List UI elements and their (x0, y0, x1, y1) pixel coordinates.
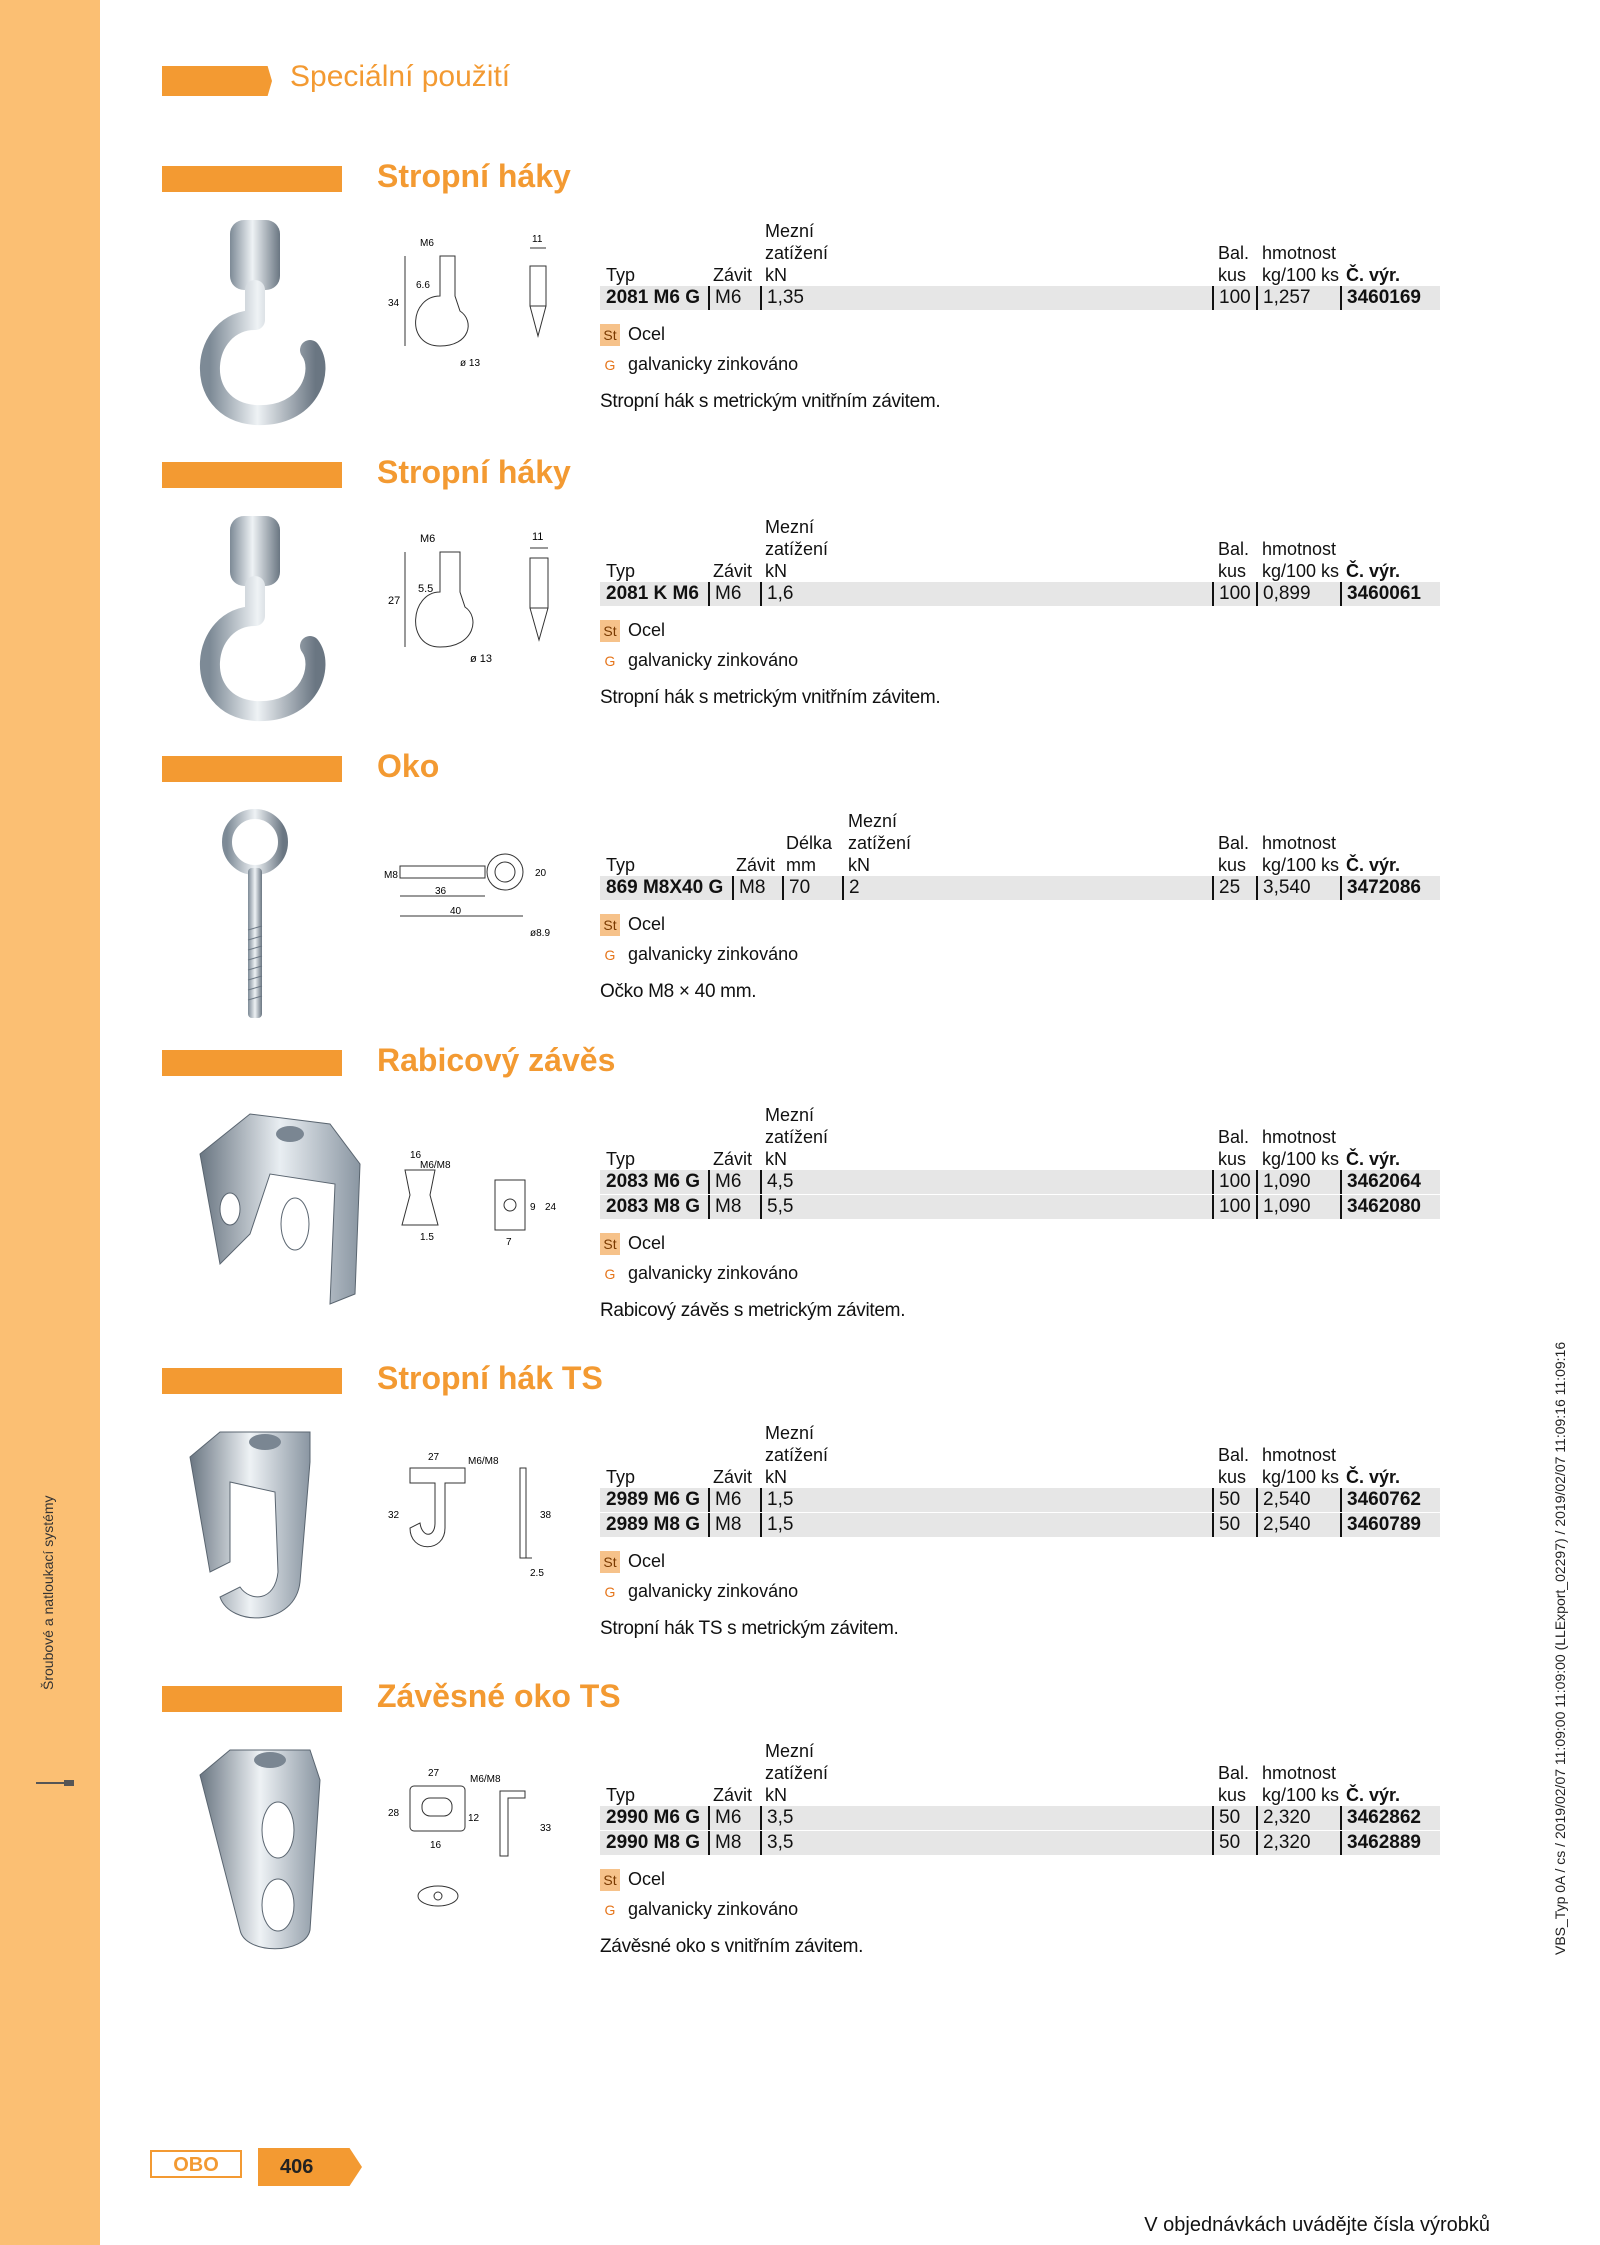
table-header (600, 1416, 1440, 1488)
eye-bolt-photo (160, 800, 390, 1030)
finish-line: G galvanicky zinkováno (604, 650, 799, 670)
cell-cislo: 3460169 (1340, 286, 1421, 310)
col-kn: Mezní zatížení kN (765, 1741, 829, 1805)
cell-hmotnost: 2,540 (1256, 1513, 1311, 1537)
print-metadata: VBS_Typ 0A / cs / 2019/02/07 11:09:00 11:09:00 (LLExport_02297) / 2019/02/07 11:09:16 11:09:16 (1552, 1341, 1568, 1955)
technical-drawing (380, 1110, 570, 1280)
cell-hmotnost: 2,320 (1256, 1806, 1311, 1830)
dim-label: 1.5 (420, 1232, 434, 1243)
dim-label: 11 (532, 234, 543, 245)
cell-kus: 100 (1212, 1170, 1251, 1194)
section-title: Rabicový závěs (377, 1042, 616, 1078)
cell-cislo: 3462064 (1340, 1170, 1421, 1194)
col-cislo: Č. výr. (1346, 855, 1401, 875)
section-title: Oko (377, 748, 440, 784)
cell-zavit: M6 (708, 286, 741, 310)
cell-typ: 2081 K M6 (606, 583, 699, 604)
table-row (600, 876, 1440, 901)
table-header (600, 510, 1440, 582)
col-zavit: Závit (713, 1149, 753, 1169)
cell-kus: 50 (1212, 1806, 1240, 1830)
dim-label: 36 (435, 886, 447, 897)
col-bal: Bal. kus (1218, 539, 1250, 581)
section-title: Stropní hák TS (377, 1360, 603, 1396)
ts-suspension-eye-photo (160, 1730, 390, 1960)
col-zavit: Závit (713, 1785, 753, 1805)
product-table (600, 1416, 1440, 1640)
dim-label: M6/M8 (420, 1160, 451, 1171)
cell-cislo: 3462080 (1340, 1195, 1421, 1219)
col-bal: Bal. kus (1218, 833, 1250, 875)
cell-kn: 5,5 (760, 1195, 793, 1219)
product-table (600, 1098, 1440, 1322)
cell-typ: 869 M8X40 G (606, 877, 724, 898)
cell-cislo: 3460061 (1340, 582, 1421, 606)
table-row (600, 582, 1440, 607)
table-header (600, 214, 1440, 286)
cell-hmotnost: 2,540 (1256, 1488, 1311, 1512)
screw-icon (36, 1780, 76, 1786)
cell-hmotnost: 0,899 (1256, 582, 1311, 606)
table-row (600, 1831, 1440, 1856)
section-title: Stropní háky (377, 158, 571, 194)
product-description: Závěsné oko s vnitřním závitem. (600, 1936, 864, 1957)
cell-kus: 100 (1212, 286, 1251, 310)
product-description: Stropní hák s metrickým vnitřním závitem. (600, 391, 941, 412)
ts-ceiling-hook-photo (160, 1412, 390, 1642)
col-zavit: Závit (713, 265, 753, 285)
cell-kn: 1,6 (760, 582, 793, 606)
cell-zavit: M6 (708, 1170, 741, 1194)
section-bar (162, 166, 342, 192)
product-description: Stropní hák s metrickým vnitřním závitem. (600, 687, 941, 708)
dim-label: 32 (388, 1510, 400, 1521)
dim-label: 12 (468, 1813, 480, 1824)
col-kn: Mezní zatížení kN (765, 221, 829, 285)
col-zavit: Závit (736, 855, 776, 875)
col-kn: Mezní zatížení kN (765, 1105, 829, 1169)
cell-kus: 50 (1212, 1831, 1240, 1855)
page-number: 406 (280, 2156, 314, 2178)
section-bar (162, 1686, 342, 1712)
cell-kus: 50 (1212, 1513, 1240, 1537)
dim-label: 16 (430, 1840, 442, 1851)
cell-hmotnost: 1,090 (1256, 1195, 1311, 1219)
svg-text:OBO: OBO (173, 2154, 219, 2176)
material-line: St Ocel (600, 319, 1440, 349)
cell-cislo: 3462889 (1340, 1831, 1421, 1855)
col-hmotnost: hmotnost kg/100 ks (1262, 833, 1340, 875)
col-hmotnost: hmotnost kg/100 ks (1262, 1127, 1340, 1169)
material-line: St Ocel (600, 1546, 1440, 1576)
col-hmotnost: hmotnost kg/100 ks (1262, 1445, 1340, 1487)
product-description: Stropní hák TS s metrickým závitem. (600, 1618, 899, 1639)
col-zavit: Závit (713, 1467, 753, 1487)
dim-label: ø 13 (460, 358, 481, 369)
cell-kn: 1,35 (760, 286, 804, 310)
col-cislo: Č. výr. (1346, 265, 1401, 285)
section-title: Stropní háky (377, 454, 571, 490)
table-row (600, 286, 1440, 311)
cell-hmotnost: 1,257 (1256, 286, 1311, 310)
cell-kn: 1,5 (760, 1488, 793, 1512)
obo-logo (150, 2150, 242, 2178)
cell-zavit: M8 (708, 1513, 741, 1537)
side-color-band (0, 0, 100, 2245)
table-header (600, 804, 1440, 876)
dim-label: 2.5 (530, 1568, 544, 1579)
finish-line: G galvanicky zinkováno (604, 944, 799, 964)
footer-note: V objednávkách uvádějte čísla výrobků (1144, 2214, 1490, 2236)
cell-typ: 2989 M6 G (606, 1489, 700, 1510)
section-title: Závěsné oko TS (377, 1678, 621, 1714)
col-bal: Bal. kus (1218, 1445, 1250, 1487)
col-typ: Typ (606, 1467, 636, 1487)
dim-label: 27 (428, 1452, 440, 1463)
cell-kn: 4,5 (760, 1170, 793, 1194)
dim-label: 27 (388, 595, 401, 607)
cell-kn: 3,5 (760, 1831, 793, 1855)
page-title: Speciální použití (290, 60, 511, 93)
ceiling-hook-photo (160, 210, 390, 440)
product-description: Očko M8 × 40 mm. (600, 981, 757, 1002)
cell-typ: 2989 M8 G (606, 1514, 700, 1535)
category-label: Šroubové a natloukací systémy (40, 1495, 56, 1690)
cell-typ: 2083 M6 G (606, 1171, 700, 1192)
technical-drawing (380, 1428, 570, 1598)
finish-line: G galvanicky zinkováno (604, 354, 799, 374)
dim-label: 16 (410, 1150, 422, 1161)
material-line: St Ocel (600, 909, 1440, 939)
dim-label: 7 (506, 1237, 512, 1248)
cell-zavit: M8 (708, 1195, 741, 1219)
cell-delka: 70 (782, 876, 810, 900)
cell-kus: 100 (1212, 1195, 1251, 1219)
cell-cislo: 3460789 (1340, 1513, 1421, 1537)
cell-zavit: M8 (732, 876, 765, 900)
cell-typ: 2083 M8 G (606, 1196, 700, 1217)
col-typ: Typ (606, 855, 636, 875)
section-bar (162, 1050, 342, 1076)
col-cislo: Č. výr. (1346, 1467, 1401, 1487)
cell-zavit: M8 (708, 1831, 741, 1855)
col-typ: Typ (606, 561, 636, 581)
col-kn: Mezní zatížení kN (765, 1423, 829, 1487)
dim-label: ø 13 (470, 653, 493, 665)
dim-label: 34 (388, 298, 400, 309)
cell-zavit: M6 (708, 582, 741, 606)
product-table (600, 214, 1440, 413)
dim-label: 33 (540, 1823, 552, 1834)
cell-zavit: M6 (708, 1806, 741, 1830)
cell-typ: 2990 M6 G (606, 1807, 700, 1828)
col-zavit: Závit (713, 561, 753, 581)
technical-drawing (380, 522, 570, 692)
dim-label: M6 (420, 533, 436, 545)
finish-line: G galvanicky zinkováno (604, 1581, 799, 1601)
technical-drawing (380, 226, 570, 396)
dim-label: M6 (420, 238, 434, 249)
col-typ: Typ (606, 265, 636, 285)
product-table (600, 804, 1440, 1003)
dim-label: M8 (384, 870, 398, 881)
col-cislo: Č. výr. (1346, 1149, 1401, 1169)
col-hmotnost: hmotnost kg/100 ks (1262, 539, 1340, 581)
col-delka: Délka mm (786, 833, 833, 875)
col-hmotnost: hmotnost kg/100 ks (1262, 243, 1340, 285)
dim-label: 6.6 (416, 280, 430, 291)
product-table (600, 1734, 1440, 1958)
product-table (600, 510, 1440, 709)
col-bal: Bal. kus (1218, 243, 1250, 285)
table-row (600, 1513, 1440, 1538)
cell-kus: 25 (1212, 876, 1240, 900)
cell-kn: 1,5 (760, 1513, 793, 1537)
table-row (600, 1170, 1440, 1195)
dim-label: 28 (388, 1808, 400, 1819)
ceiling-hook-photo (160, 506, 390, 736)
table-header (600, 1098, 1440, 1170)
dim-label: 40 (450, 906, 462, 917)
col-cislo: Č. výr. (1346, 561, 1401, 581)
material-line: St Ocel (600, 1228, 1440, 1258)
dim-label: ø8.9 (530, 928, 551, 939)
cell-typ: 2990 M8 G (606, 1832, 700, 1853)
table-row (600, 1195, 1440, 1220)
col-kn: Mezní zatížení kN (848, 811, 912, 875)
cell-zavit: M6 (708, 1488, 741, 1512)
cell-hmotnost: 2,320 (1256, 1831, 1311, 1855)
table-row (600, 1806, 1440, 1831)
col-typ: Typ (606, 1149, 636, 1169)
material-line: St Ocel (600, 615, 1440, 645)
col-bal: Bal. kus (1218, 1127, 1250, 1169)
table-row (600, 1488, 1440, 1513)
product-description: Rabicový závěs s metrickým závitem. (600, 1300, 906, 1321)
cell-kus: 50 (1212, 1488, 1240, 1512)
dim-label: 5.5 (418, 583, 434, 595)
cell-kn: 3,5 (760, 1806, 793, 1830)
col-typ: Typ (606, 1785, 636, 1805)
cell-cislo: 3460762 (1340, 1488, 1421, 1512)
cell-kn: 2 (842, 876, 860, 900)
dim-label: 38 (540, 1510, 552, 1521)
cell-hmotnost: 3,540 (1256, 876, 1311, 900)
dim-label: 9 (530, 1202, 536, 1213)
section-bar (162, 1368, 342, 1394)
dim-label: 20 (535, 868, 547, 879)
technical-drawing (380, 816, 570, 986)
dim-label: 11 (532, 531, 544, 543)
dim-label: M6/M8 (468, 1456, 499, 1467)
cell-hmotnost: 1,090 (1256, 1170, 1311, 1194)
material-line: St Ocel (600, 1864, 1440, 1894)
technical-drawing (380, 1746, 570, 1916)
col-cislo: Č. výr. (1346, 1785, 1401, 1805)
finish-line: G galvanicky zinkováno (604, 1899, 799, 1919)
finish-line: G galvanicky zinkováno (604, 1263, 799, 1283)
col-bal: Bal. kus (1218, 1763, 1250, 1805)
col-kn: Mezní zatížení kN (765, 517, 829, 581)
col-hmotnost: hmotnost kg/100 ks (1262, 1763, 1340, 1805)
section-bar (162, 462, 342, 488)
cell-cislo: 3472086 (1340, 876, 1421, 900)
cell-kus: 100 (1212, 582, 1251, 606)
dim-label: M6/M8 (470, 1774, 501, 1785)
cell-typ: 2081 M6 G (606, 287, 700, 308)
section-bar (162, 756, 342, 782)
dim-label: 24 (545, 1202, 557, 1213)
rabitz-hanger-photo (160, 1094, 390, 1324)
table-header (600, 1734, 1440, 1806)
header-tab (162, 66, 272, 96)
dim-label: 27 (428, 1768, 440, 1779)
cell-cislo: 3462862 (1340, 1806, 1421, 1830)
